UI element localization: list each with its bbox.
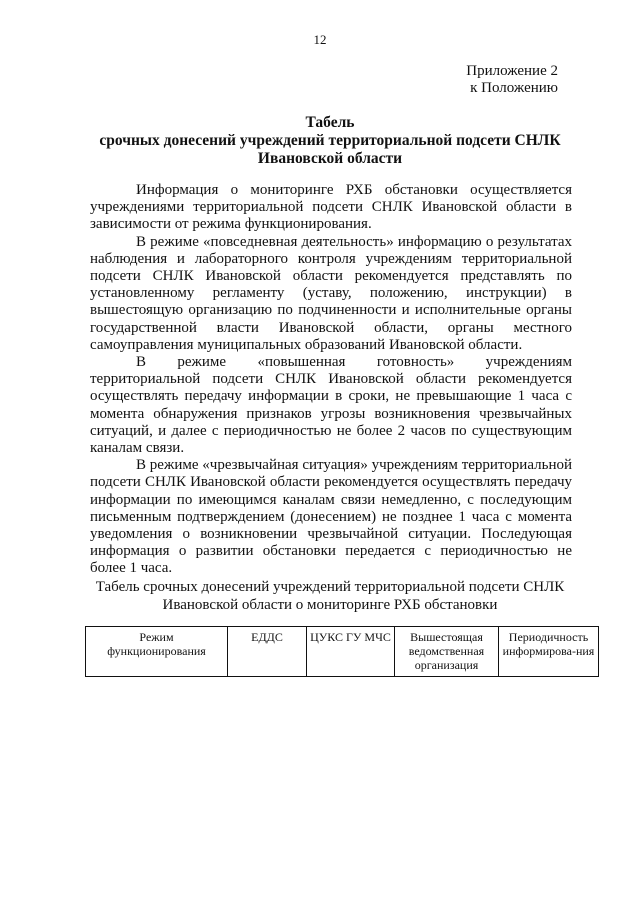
header-mode: Режим функционирования (86, 627, 228, 677)
document-title (90, 114, 570, 168)
caption-line-1: Табель срочных донесений учреждений территориальной подсети СНЛК (95, 579, 565, 595)
paragraph: Информация о мониторинге РХБ обстановки осуществляется учреждениями территориальной подсети СНЛК Ивановской области в зависимости от режима функционирования. (90, 182, 572, 233)
appendix-line-1: Приложение 2 (466, 63, 558, 79)
paragraph: В режиме «повседневная деятельность» информацию о результатах наблюдения и лабораторного контроля учреждениям территориальной подсети СНЛК Ивановской области рекомендуется представлять по установленному регламенту (уставу, положению, инструкции) в вышестоящую организацию по подчиненности и исполнительные органы государственной власти Ивановской области, органы местного самоуправления муниципальных образований Ивановской области. (90, 233, 572, 353)
table-caption (82, 578, 578, 614)
title-line-3: Ивановской области (257, 150, 403, 167)
report-table (85, 626, 599, 677)
header-tsuks: ЦУКС ГУ МЧС (307, 627, 395, 677)
appendix-header (466, 63, 558, 97)
table-header-row (86, 627, 599, 677)
page-number: 12 (313, 32, 327, 47)
header-edds: ЕДДС (228, 627, 307, 677)
appendix-line-2: к Положению (470, 80, 558, 96)
header-periodicity: Периодичность информирова-ния (499, 627, 599, 677)
header-superior-org: Вышестоящая ведомственная организация (395, 627, 499, 677)
paragraph: В режиме «повышенная готовность» учреждениям территориальной подсети СНЛК Ивановской области рекомендуется осуществлять передачу информации в сроки, не превышающие 1 часа с момента обнаружения признаков угрозы возникновения чрезвычайных ситуаций, и далее с периодичностью не более 2 часов по существующим каналам связи. (90, 354, 572, 457)
title-line-2: срочных донесений учреждений территориальной подсети СНЛК (99, 132, 561, 149)
document-body (90, 182, 572, 578)
title-line-1: Табель (305, 114, 355, 131)
paragraph: В режиме «чрезвычайная ситуация» учреждениям территориальной подсети СНЛК Ивановской области рекомендуется осуществлять передачу информации по имеющимся каналам связи немедленно, с последующим письменным подтверждением (донесением) не позднее 1 часа с момента уведомления о возникновении чрезвычайной ситуации. Последующая информация о развитии обстановки передается с периодичностью не более 1 часа. (90, 457, 572, 577)
caption-line-2: Ивановской области о мониторинге РХБ обстановки (162, 597, 498, 613)
